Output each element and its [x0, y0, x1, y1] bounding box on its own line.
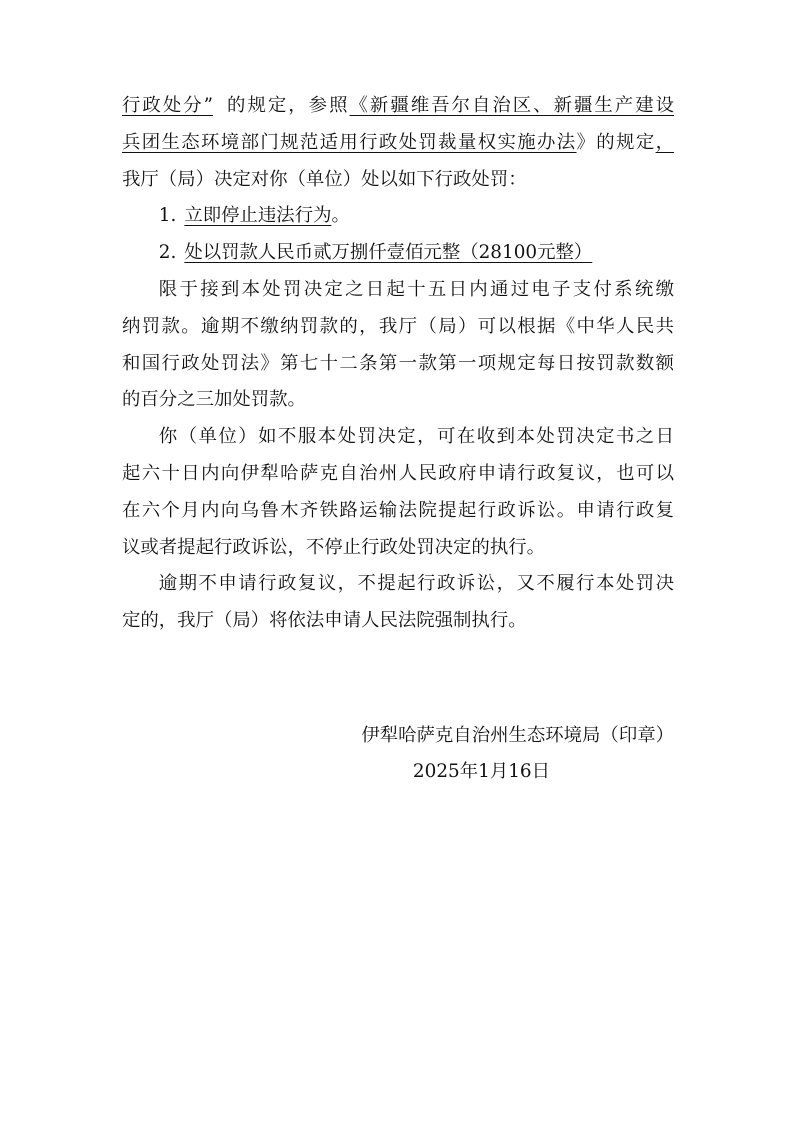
paragraph-3-line-2: 定的，我厅（局）将依法申请人民法院强制执行。 [122, 610, 527, 632]
intro-text-refer: 的规定，参照 [225, 95, 350, 116]
intro-term-penalty: 行政处分” [122, 95, 214, 116]
paragraph-1-line-2: 纳罚款。逾期不缴纳罚款的，我厅（局）可以根据《中华人民共 [122, 315, 674, 337]
intro-line-1 [122, 88, 674, 125]
paragraph-2-line-3: 在六个月内向乌鲁木齐铁路运输法院提起行政诉讼。申请行政复 [122, 499, 674, 521]
penalty-item-number: 2. [158, 242, 177, 264]
penalty-item-1 [122, 198, 674, 235]
intro-regulation-start: 《新疆维吾尔自治区、新疆生产建设 [349, 95, 674, 116]
paragraph-2-line-1: 你（单位）如不服本处罚决定，可在收到本处罚决定书之日 [158, 426, 674, 448]
penalty-item-2 [122, 235, 674, 272]
intro-line-2 [122, 125, 674, 162]
penalty-item-text: 立即停止违法行为 [184, 205, 332, 227]
paragraph-1-line-1: 限于接到本处罚决定之日起十五日内通过电子支付系统缴 [158, 278, 674, 300]
paragraph-1-line-3: 和国行政处罚法》第七十二条第一款第一项规定每日按罚款数额 [122, 352, 674, 374]
penalty-item-suffix: 。 [331, 205, 350, 227]
paragraph-1-line-4: 的百分之三加处罚款。 [122, 389, 306, 411]
paragraph-2-line-2: 起六十日内向伊犁哈萨克自治州人民政府申请行政复议，也可以 [122, 462, 674, 484]
issue-date: 2025年1月16日 [412, 761, 550, 782]
intro-regulation-end: 兵团生态环境部门规范适用行政处罚裁量权实施办法 [122, 131, 577, 153]
intro-line-3: 我厅（局）决定对你（单位）处以如下行政处罚： [122, 168, 527, 190]
document-page [122, 88, 674, 782]
intro-comma: ， [655, 131, 674, 153]
penalty-item-number: 1. [158, 205, 177, 227]
penalty-item-text: 处以罚款人民币贰万捌仟壹佰元整（28100元整） [184, 242, 593, 264]
intro-text-rule: 》的规定 [576, 131, 656, 153]
paragraph-2-line-4: 议或者提起行政诉讼，不停止行政处罚决定的执行。 [122, 536, 545, 558]
issuer-signature: 伊犁哈萨克自治州生态环境局（印章） [361, 725, 674, 746]
paragraph-3-line-1: 逾期不申请行政复议，不提起行政诉讼，又不履行本处罚决 [158, 573, 674, 595]
